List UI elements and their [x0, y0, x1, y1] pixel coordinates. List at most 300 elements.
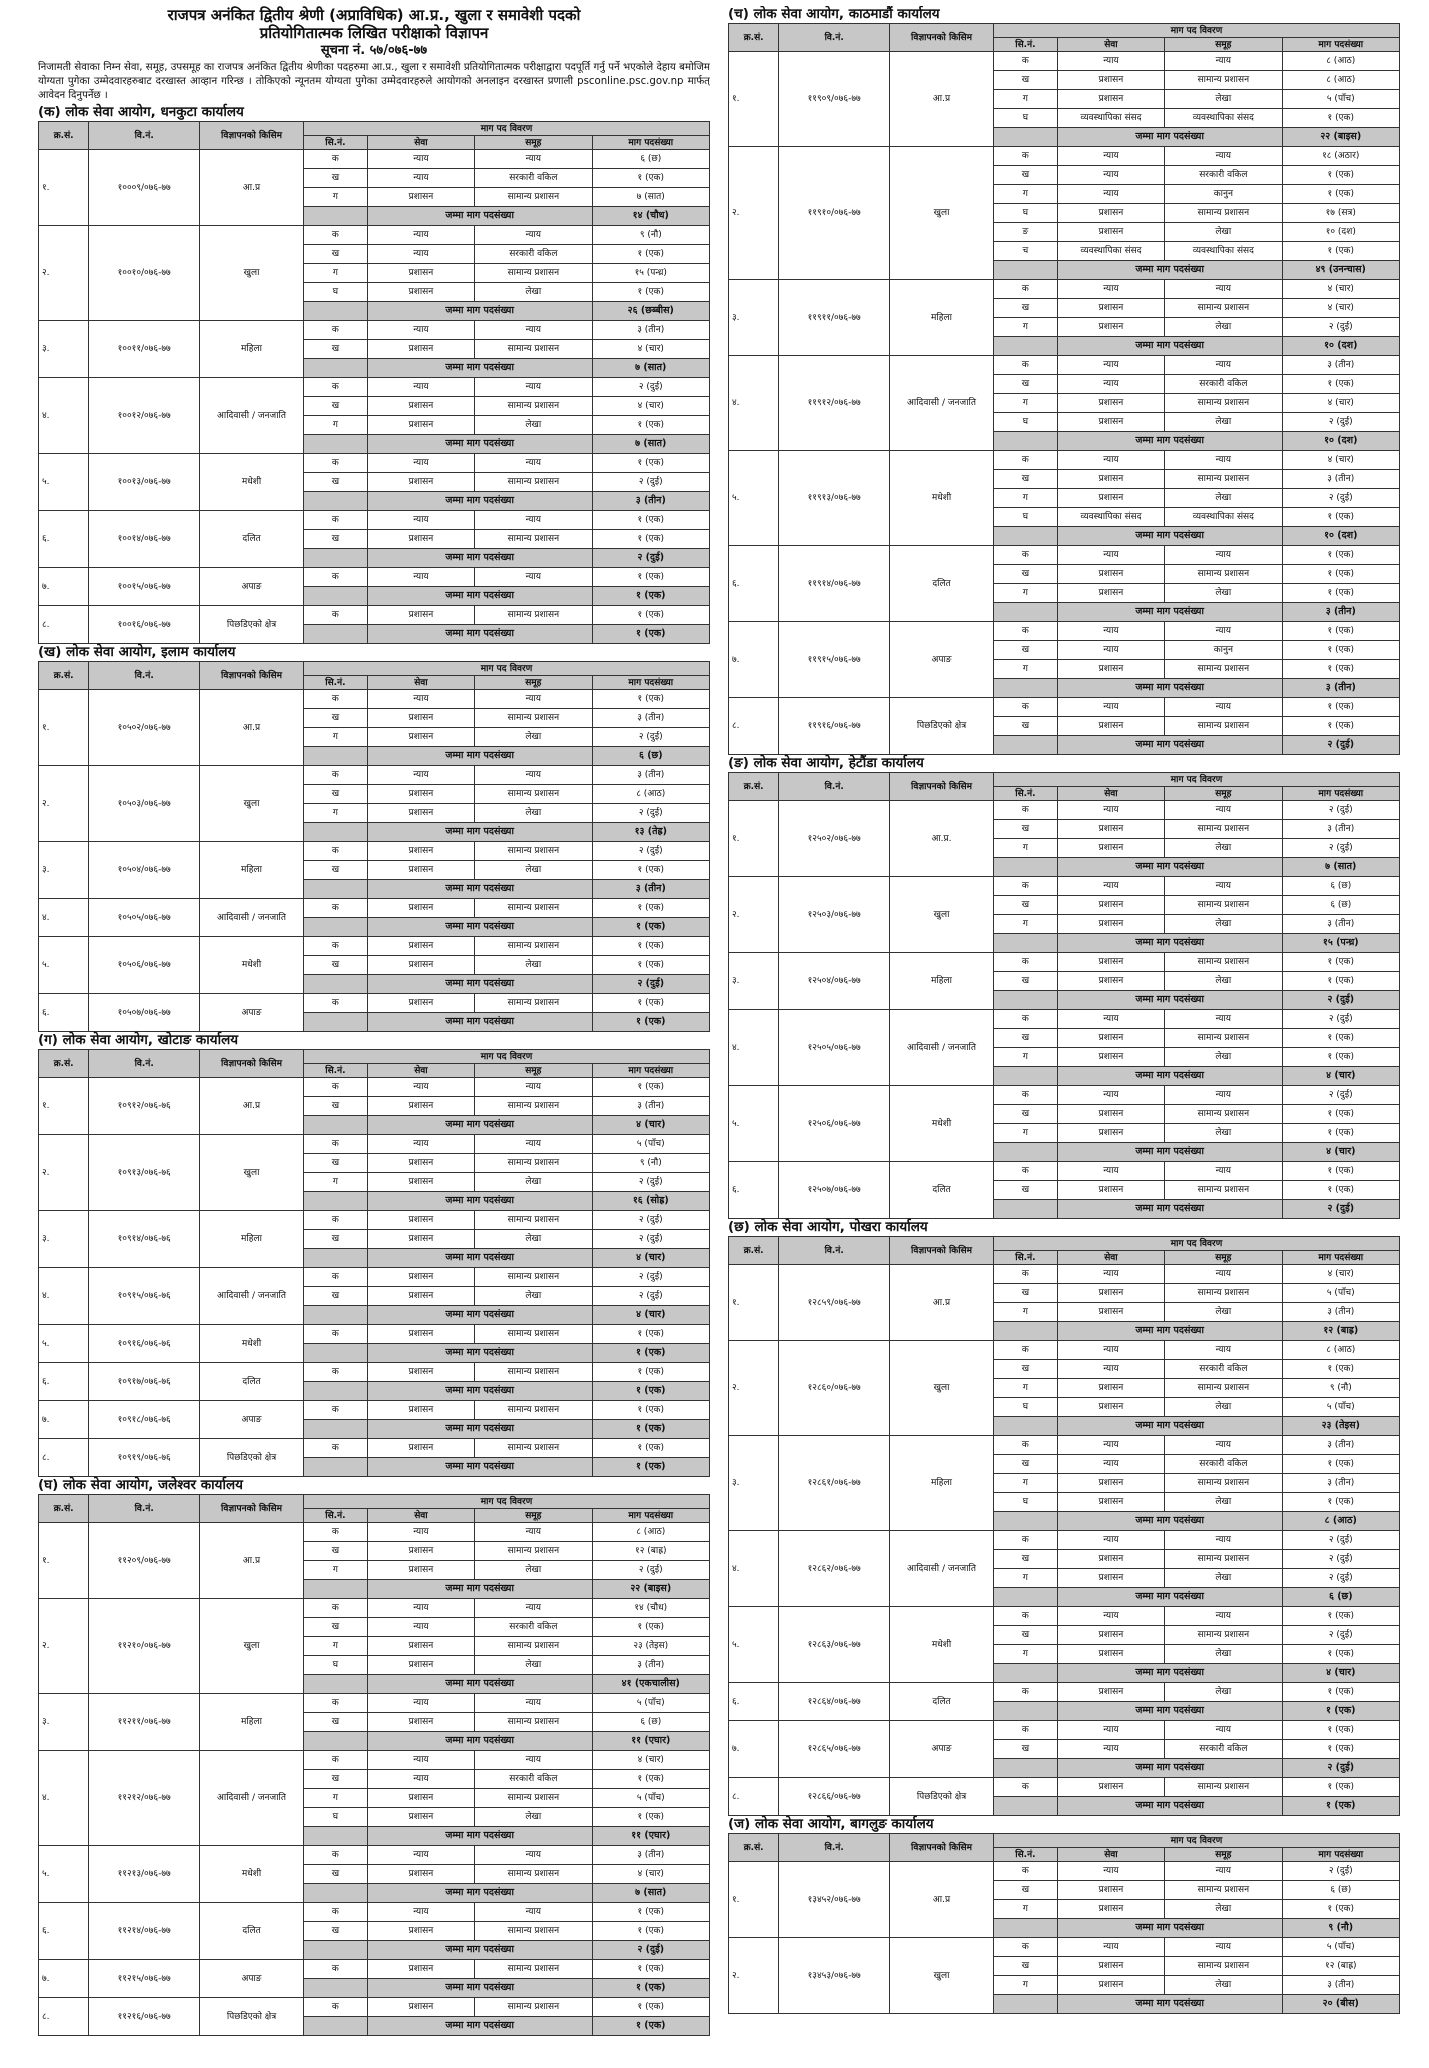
sub-serial: ख	[994, 1029, 1058, 1048]
sub-serial: ख	[994, 565, 1058, 584]
advertisement-type: दलित	[200, 1363, 304, 1401]
service: प्रशासन	[367, 1960, 474, 1979]
header-posts: माग पदसंख्या	[1282, 38, 1399, 52]
group: न्याय	[475, 1694, 592, 1713]
sub-serial: क	[304, 1211, 368, 1230]
service: प्रशासन	[367, 1998, 474, 2017]
group: सामान्य प्रशासन	[1165, 896, 1282, 915]
total-label: जम्मा माग पदसंख्या	[367, 1013, 592, 1032]
header-serial: क्र.सं.	[729, 24, 779, 52]
sub-serial: क	[304, 1903, 368, 1922]
total-blank	[994, 432, 1058, 451]
post-count: १ (एक)	[592, 416, 709, 435]
service: प्रशासन	[367, 530, 474, 549]
total-label: जम्मा माग पदसंख्या	[367, 1249, 592, 1268]
group: सामान्य प्रशासन	[475, 1542, 592, 1561]
post-count: १ (एक)	[1282, 584, 1399, 603]
table-row	[39, 1439, 710, 1458]
service: प्रशासन	[1057, 1105, 1164, 1124]
post-count: ५ (पाँच)	[592, 1694, 709, 1713]
sub-serial: ग	[304, 1637, 368, 1656]
group: लेखा	[1165, 839, 1282, 858]
group: सरकारी वकिल	[1165, 1455, 1282, 1474]
service: न्याय	[1057, 147, 1164, 166]
post-count: ४ (चार)	[1282, 451, 1399, 470]
advertisement-number: १०९१९/०७६-७६	[89, 1439, 200, 1477]
sub-serial: क	[994, 52, 1058, 71]
serial-number: ३.	[729, 953, 779, 1010]
sub-serial: च	[994, 242, 1058, 261]
group: कानुन	[1165, 641, 1282, 660]
serial-number: २.	[729, 1938, 779, 2014]
post-count: १ (एक)	[592, 1439, 709, 1458]
office-table	[38, 1494, 710, 2036]
advertisement-type: आ.प्र	[200, 1078, 304, 1135]
table-row	[39, 766, 710, 785]
post-count: ८ (आठ)	[1282, 52, 1399, 71]
header-service: सेवा	[1057, 1251, 1164, 1265]
service: प्रशासन	[1057, 318, 1164, 337]
table-row	[729, 1607, 1400, 1626]
serial-number: ६.	[39, 994, 89, 1032]
service: प्रशासन	[1057, 1900, 1164, 1919]
right-column	[728, 6, 1400, 2048]
advertisement-number: ११२१२/०७६-७७	[89, 1751, 200, 1846]
advertisement-number: १२५०६/०७६-७७	[779, 1086, 890, 1162]
advertisement-type: पिछडिएको क्षेत्र	[200, 606, 304, 644]
advertisement-number: १०५०२/०७६-७७	[89, 690, 200, 766]
service: न्याय	[367, 169, 474, 188]
table-row	[39, 454, 710, 473]
group: सामान्य प्रशासन	[1165, 1181, 1282, 1200]
total-blank	[304, 1344, 368, 1363]
post-count: १ (एक)	[592, 169, 709, 188]
total-value: ७ (सात)	[592, 435, 709, 454]
serial-number: ४.	[729, 356, 779, 451]
advertisement-number: १००११/०७६-७७	[89, 321, 200, 378]
service: प्रशासन	[367, 1363, 474, 1382]
serial-number: १.	[729, 52, 779, 147]
group: सामान्य प्रशासन	[475, 530, 592, 549]
service: न्याय	[1057, 1938, 1164, 1957]
post-count: १० (दश)	[1282, 223, 1399, 242]
group: सामान्य प्रशासन	[1165, 1379, 1282, 1398]
advertisement-type: मधेशी	[890, 451, 994, 546]
service: न्याय	[1057, 1721, 1164, 1740]
total-value: २ (दुई)	[592, 1941, 709, 1960]
service: न्याय	[367, 1751, 474, 1770]
group: लेखा	[475, 728, 592, 747]
group: न्याय	[1165, 52, 1282, 71]
group: सामान्य प्रशासन	[475, 473, 592, 492]
serial-number: ५.	[39, 454, 89, 511]
total-value: १२ (बाह्र)	[1282, 1322, 1399, 1341]
service: प्रशासन	[1057, 717, 1164, 736]
group: सामान्य प्रशासन	[1165, 660, 1282, 679]
post-count: २ (दुई)	[592, 1173, 709, 1192]
table-row	[729, 1162, 1400, 1181]
sub-serial: ख	[304, 397, 368, 416]
group: न्याय	[1165, 1010, 1282, 1029]
header-service: सेवा	[367, 676, 474, 690]
total-value: २० (बीस)	[1282, 1995, 1399, 2014]
group: लेखा	[1165, 1398, 1282, 1417]
advertisement-number: ११९११/०७६-७७	[779, 280, 890, 356]
total-blank	[304, 359, 368, 378]
total-label: जम्मा माग पदसंख्या	[367, 1306, 592, 1325]
sub-serial: क	[304, 454, 368, 473]
table-row	[729, 698, 1400, 717]
advertisement-type: अपाङ	[200, 994, 304, 1032]
total-label: जम्मा माग पदसंख्या	[367, 492, 592, 511]
group: सामान्य प्रशासन	[475, 397, 592, 416]
sub-serial: ख	[304, 340, 368, 359]
post-count: १ (एक)	[1282, 622, 1399, 641]
advertisement-type: मधेशी	[200, 1846, 304, 1903]
service: न्याय	[1057, 280, 1164, 299]
serial-number: १.	[39, 1078, 89, 1135]
group: सामान्य प्रशासन	[475, 1637, 592, 1656]
advertisement-type: अपाङ	[200, 568, 304, 606]
total-value: ८ (आठ)	[1282, 1512, 1399, 1531]
post-count: १ (एक)	[592, 1960, 709, 1979]
post-count: ६ (छ)	[592, 1713, 709, 1732]
sub-serial: घ	[304, 1656, 368, 1675]
serial-number: १.	[729, 801, 779, 877]
post-count: ३ (तीन)	[592, 1846, 709, 1865]
sub-serial: ख	[994, 1284, 1058, 1303]
service: प्रशासन	[367, 283, 474, 302]
header-adv-type: विज्ञापनको किसिम	[200, 122, 304, 150]
sub-serial: क	[994, 1683, 1058, 1702]
sub-serial: क	[994, 280, 1058, 299]
total-value: १० (दश)	[1282, 527, 1399, 546]
total-blank	[994, 1664, 1058, 1683]
advertisement-number: १२५०४/०७६-७७	[779, 953, 890, 1010]
group: सामान्य प्रशासन	[475, 1401, 592, 1420]
serial-number: २.	[39, 226, 89, 321]
group: सामान्य प्रशासन	[475, 1211, 592, 1230]
total-value: ४ (चार)	[592, 1249, 709, 1268]
total-label: जम्मा माग पदसंख्या	[1057, 1512, 1282, 1531]
sub-serial: ग	[994, 394, 1058, 413]
advertisement-number: १०५०४/०७६-७७	[89, 842, 200, 899]
service: प्रशासन	[1057, 1284, 1164, 1303]
total-value: १ (एक)	[1282, 1702, 1399, 1721]
advertisement-number: १०५०६/०७६-७७	[89, 937, 200, 994]
post-count: १ (एक)	[1282, 1029, 1399, 1048]
total-blank	[994, 1417, 1058, 1436]
post-count: ९ (नौ)	[592, 1154, 709, 1173]
sub-serial: ग	[304, 1789, 368, 1808]
group: लेखा	[475, 1173, 592, 1192]
service: प्रशासन	[1057, 820, 1164, 839]
post-count: १ (एक)	[1282, 508, 1399, 527]
post-count: १ (एक)	[1282, 641, 1399, 660]
group: सामान्य प्रशासन	[475, 1439, 592, 1458]
group: लेखा	[1165, 318, 1282, 337]
header-service: सेवा	[1057, 787, 1164, 801]
table-row	[729, 953, 1400, 972]
serial-number: ५.	[729, 1607, 779, 1683]
table-row	[39, 1599, 710, 1618]
header-adv-type: विज्ञापनको किसिम	[200, 1495, 304, 1523]
total-label: जम्मा माग पदसंख्या	[1057, 527, 1282, 546]
advertisement-type: अपाङ	[890, 1721, 994, 1778]
sub-serial: ग	[304, 1561, 368, 1580]
total-label: जम्मा माग पदसंख्या	[367, 1884, 592, 1903]
sub-serial: क	[994, 953, 1058, 972]
post-count: ४ (चार)	[1282, 394, 1399, 413]
service: प्रशासन	[367, 1656, 474, 1675]
header-posts: माग पदसंख्या	[1282, 787, 1399, 801]
serial-number: १.	[729, 1862, 779, 1938]
table-row	[729, 451, 1400, 470]
total-label: जम्मा माग पदसंख्या	[367, 1192, 592, 1211]
serial-number: १.	[729, 1265, 779, 1341]
service: न्याय	[367, 245, 474, 264]
table-row	[39, 1998, 710, 2017]
sub-serial: क	[994, 1778, 1058, 1797]
total-label: जम्मा माग पदसंख्या	[1057, 1919, 1282, 1938]
sub-serial: घ	[994, 1398, 1058, 1417]
group: लेखा	[475, 1287, 592, 1306]
table-row	[39, 1401, 710, 1420]
sub-serial: ग	[304, 264, 368, 283]
total-label: जम्मा माग पदसंख्या	[1057, 736, 1282, 755]
office-table	[728, 772, 1400, 1219]
advertisement-number: १२८६६/०७६-७७	[779, 1778, 890, 1816]
total-blank	[304, 2017, 368, 2036]
total-value: १ (एक)	[592, 1420, 709, 1439]
group: न्याय	[1165, 1341, 1282, 1360]
table-row	[729, 1778, 1400, 1797]
total-blank	[304, 435, 368, 454]
post-count: १५ (पन्ध्र)	[592, 264, 709, 283]
total-blank	[304, 1249, 368, 1268]
total-label: जम्मा माग पदसंख्या	[1057, 679, 1282, 698]
total-value: १३ (तेह्र)	[592, 823, 709, 842]
group: लेखा	[475, 1808, 592, 1827]
sub-serial: क	[304, 1599, 368, 1618]
advertisement-number: ११२०९/०७६-७७	[89, 1523, 200, 1599]
group: सामान्य प्रशासन	[1165, 565, 1282, 584]
serial-number: २.	[729, 147, 779, 280]
section-title: (घ) लोक सेवा आयोग, जलेश्वर कार्यालय	[38, 1477, 243, 1493]
advertisement-number: ११२१३/०७६-७७	[89, 1846, 200, 1903]
advertisement-type: आदिवासी / जनजाति	[200, 1751, 304, 1846]
group: न्याय	[475, 568, 592, 587]
total-blank	[304, 1192, 368, 1211]
post-count: ३ (तीन)	[592, 766, 709, 785]
post-count: ६ (छ)	[592, 150, 709, 169]
total-label: जम्मा माग पदसंख्या	[1057, 1702, 1282, 1721]
table-row	[729, 1436, 1400, 1455]
group: लेखा	[1165, 223, 1282, 242]
total-blank	[994, 1588, 1058, 1607]
service: न्याय	[367, 1694, 474, 1713]
service: प्रशासन	[367, 1154, 474, 1173]
sub-serial: क	[994, 1436, 1058, 1455]
service: न्याय	[367, 690, 474, 709]
post-count: १ (एक)	[1282, 1607, 1399, 1626]
table-row	[39, 1694, 710, 1713]
total-value: २६ (छब्बीस)	[592, 302, 709, 321]
total-blank	[304, 587, 368, 606]
advertisement-type: आ.प्र	[890, 52, 994, 147]
group: सामान्य प्रशासन	[1165, 717, 1282, 736]
table-row	[39, 1960, 710, 1979]
post-count: २ (दुई)	[1282, 1550, 1399, 1569]
sub-serial: ग	[304, 416, 368, 435]
post-count: ३ (तीन)	[1282, 470, 1399, 489]
service: प्रशासन	[367, 804, 474, 823]
group: सामान्य प्रशासन	[475, 1789, 592, 1808]
service: प्रशासन	[367, 606, 474, 625]
group: लेखा	[1165, 1683, 1282, 1702]
office-table	[38, 121, 710, 644]
group: सरकारी वकिल	[475, 169, 592, 188]
total-label: जम्मा माग पदसंख्या	[1057, 1067, 1282, 1086]
total-blank	[304, 1580, 368, 1599]
group: लेखा	[1165, 90, 1282, 109]
serial-number: ५.	[729, 1086, 779, 1162]
serial-number: ६.	[39, 1903, 89, 1960]
sub-serial: ख	[994, 1881, 1058, 1900]
sub-serial: ख	[994, 1626, 1058, 1645]
header-serial: क्र.सं.	[39, 1050, 89, 1078]
total-blank	[994, 128, 1058, 147]
total-label: जम्मा माग पदसंख्या	[367, 1941, 592, 1960]
service: न्याय	[367, 454, 474, 473]
sub-serial: घ	[304, 1808, 368, 1827]
service: न्याय	[1057, 166, 1164, 185]
service: प्रशासन	[367, 1268, 474, 1287]
sub-serial: ग	[994, 1569, 1058, 1588]
total-label: जम्मा माग पदसंख्या	[1057, 1417, 1282, 1436]
post-count: ३ (तीन)	[1282, 1303, 1399, 1322]
sub-serial: ख	[304, 1542, 368, 1561]
service: न्याय	[1057, 1740, 1164, 1759]
post-count: १ (एक)	[1282, 1740, 1399, 1759]
group: न्याय	[475, 1599, 592, 1618]
post-count: २ (दुई)	[1282, 489, 1399, 508]
service: प्रशासन	[367, 1230, 474, 1249]
office-table	[728, 1236, 1400, 1816]
service: प्रशासन	[1057, 90, 1164, 109]
table-row	[39, 690, 710, 709]
group: न्याय	[475, 454, 592, 473]
total-value: ३ (तीन)	[592, 492, 709, 511]
total-value: १ (एक)	[592, 1979, 709, 1998]
total-blank	[304, 549, 368, 568]
sub-serial: ख	[304, 1230, 368, 1249]
post-count: २ (दुई)	[1282, 413, 1399, 432]
total-label: जम्मा माग पदसंख्या	[1057, 1588, 1282, 1607]
group: सामान्य प्रशासन	[475, 1154, 592, 1173]
group: सामान्य प्रशासन	[1165, 204, 1282, 223]
header-sub-serial: सि.नं.	[994, 787, 1058, 801]
service: न्याय	[367, 1618, 474, 1637]
total-blank	[994, 1995, 1058, 2014]
group: न्याय	[1165, 698, 1282, 717]
advertisement-type: अपाङ	[890, 622, 994, 698]
sub-serial: क	[304, 690, 368, 709]
serial-number: ७.	[729, 1721, 779, 1778]
total-label: जम्मा माग पदसंख्या	[367, 975, 592, 994]
post-count: २ (दुई)	[1282, 1531, 1399, 1550]
header-service: सेवा	[367, 1509, 474, 1523]
post-count: २३ (तेइस)	[592, 1637, 709, 1656]
total-value: ३ (तीन)	[1282, 603, 1399, 622]
table-row	[729, 622, 1400, 641]
serial-number: १.	[39, 690, 89, 766]
total-value: ४९ (उनन्चास)	[1282, 261, 1399, 280]
total-value: १ (एक)	[592, 587, 709, 606]
serial-number: ६.	[39, 511, 89, 568]
total-blank	[304, 1884, 368, 1903]
group: लेखा	[1165, 972, 1282, 991]
total-label: जम्मा माग पदसंख्या	[1057, 1797, 1282, 1816]
group: सामान्य प्रशासन	[475, 937, 592, 956]
post-count: १ (एक)	[1282, 1645, 1399, 1664]
service: न्याय	[367, 226, 474, 245]
service: न्याय	[367, 1903, 474, 1922]
group: न्याय	[1165, 1938, 1282, 1957]
total-blank	[994, 736, 1058, 755]
advertisement-type: महिला	[200, 1694, 304, 1751]
sub-serial: घ	[994, 1493, 1058, 1512]
advertisement-type: आदिवासी / जनजाति	[200, 378, 304, 454]
post-count: २ (दुई)	[1282, 801, 1399, 820]
section-title: (ङ) लोक सेवा आयोग, हेटौंडा कार्यालय	[728, 755, 924, 771]
post-count: २ (दुई)	[1282, 318, 1399, 337]
sub-serial: ख	[304, 1922, 368, 1941]
group: लेखा	[475, 416, 592, 435]
service: प्रशासन	[367, 397, 474, 416]
total-label: जम्मा माग पदसंख्या	[367, 1827, 592, 1846]
group: सामान्य प्रशासन	[1165, 1474, 1282, 1493]
total-blank	[304, 975, 368, 994]
group: सामान्य प्रशासन	[1165, 1881, 1282, 1900]
group: लेखा	[1165, 1645, 1282, 1664]
post-count: ५ (पाँच)	[1282, 1398, 1399, 1417]
service: प्रशासन	[1057, 1550, 1164, 1569]
post-count: १ (एक)	[592, 454, 709, 473]
group: न्याय	[475, 1751, 592, 1770]
advertisement-type: आ.प्र	[200, 150, 304, 226]
header-sub-serial: सि.नं.	[994, 1848, 1058, 1862]
advertisement-type: मधेशी	[200, 454, 304, 511]
group: सामान्य प्रशासन	[1165, 1626, 1282, 1645]
post-count: १ (एक)	[592, 994, 709, 1013]
sub-serial: क	[994, 698, 1058, 717]
group: लेखा	[1165, 1900, 1282, 1919]
group: सामान्य प्रशासन	[1165, 820, 1282, 839]
group: न्याय	[1165, 451, 1282, 470]
sub-serial: ख	[994, 375, 1058, 394]
sub-serial: ख	[304, 1713, 368, 1732]
group: सरकारी वकिल	[1165, 1360, 1282, 1379]
service: न्याय	[1057, 1341, 1164, 1360]
group: सामान्य प्रशासन	[475, 1363, 592, 1382]
header-adv-no: वि.नं.	[779, 1237, 890, 1265]
sub-serial: ख	[994, 1105, 1058, 1124]
service: प्रशासन	[1057, 1976, 1164, 1995]
group: सरकारी वकिल	[475, 1770, 592, 1789]
serial-number: २.	[39, 1135, 89, 1211]
service: प्रशासन	[1057, 394, 1164, 413]
